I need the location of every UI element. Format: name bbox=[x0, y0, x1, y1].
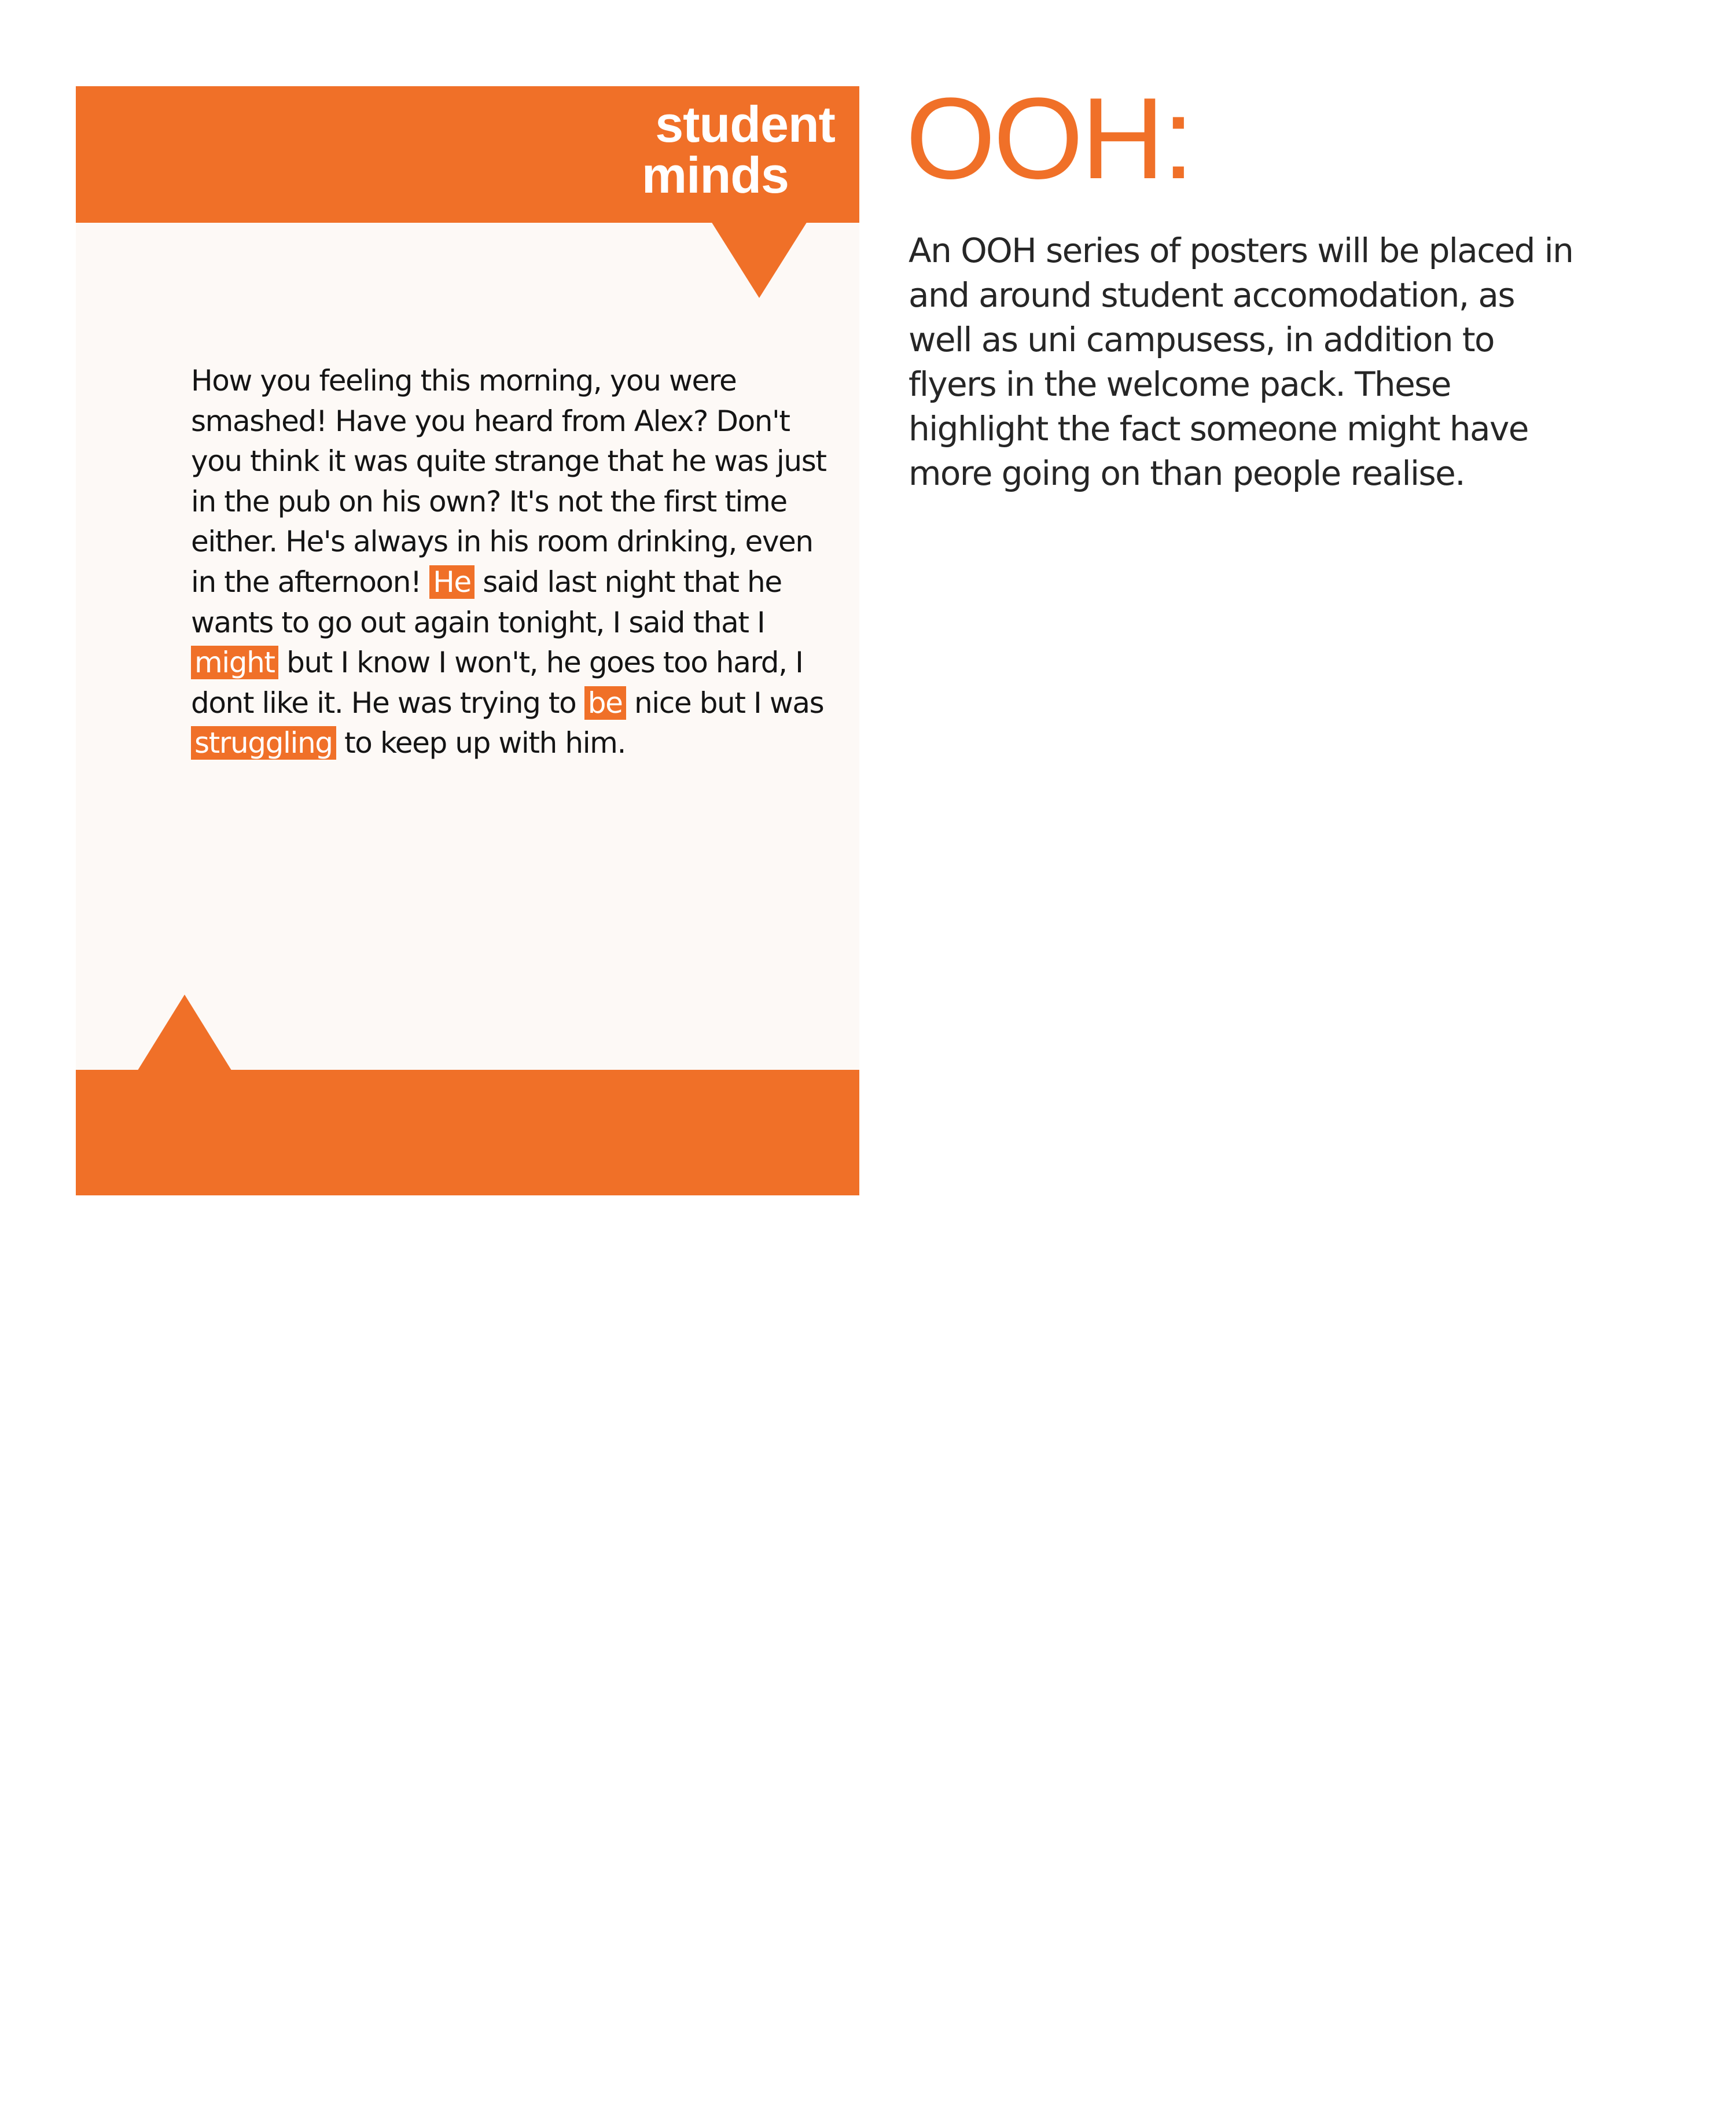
section-heading: OOH: bbox=[906, 74, 1193, 203]
message-text-5: to keep up with him. bbox=[336, 726, 626, 760]
highlight-struggling: struggling bbox=[191, 726, 336, 760]
highlight-he: He bbox=[429, 565, 475, 599]
message-text-4: nice but I was bbox=[626, 686, 824, 720]
message-text-1: How you feeling this morning, you were smashed! Have you heard from Alex? Don't you think it was quite strange that he was just in the pub on his own? It's not the first time either. He's always in his room drinking, even in the afternoon! bbox=[191, 364, 826, 599]
message-text-2: said last night that he wants to go out again tonight, I said that I bbox=[191, 565, 782, 639]
conversation-message bbox=[191, 361, 845, 764]
student-minds-logo bbox=[488, 95, 835, 204]
poster-footer-band bbox=[76, 1070, 859, 2122]
speech-pointer-down-icon bbox=[711, 222, 807, 298]
poster-mockup bbox=[76, 86, 859, 2122]
highlight-might: might bbox=[191, 646, 278, 679]
section-description: An OOH series of posters will be placed in and around student accomodation, as well as uni campusess, in addition to flyers in the welcome pack. These highlight the fact someone might have more going on than people realise. bbox=[909, 231, 1573, 493]
highlight-be: be bbox=[584, 686, 626, 720]
logo-line-minds: minds bbox=[641, 146, 789, 204]
poster-header-band bbox=[76, 86, 859, 223]
logo-line-student: student bbox=[655, 95, 835, 153]
speech-pointer-up-icon bbox=[137, 995, 233, 1072]
tagline: In it together bbox=[113, 2074, 343, 2122]
message-text-3: but I know I won't, he goes too hard, I dont like it. He was trying to bbox=[191, 646, 803, 720]
